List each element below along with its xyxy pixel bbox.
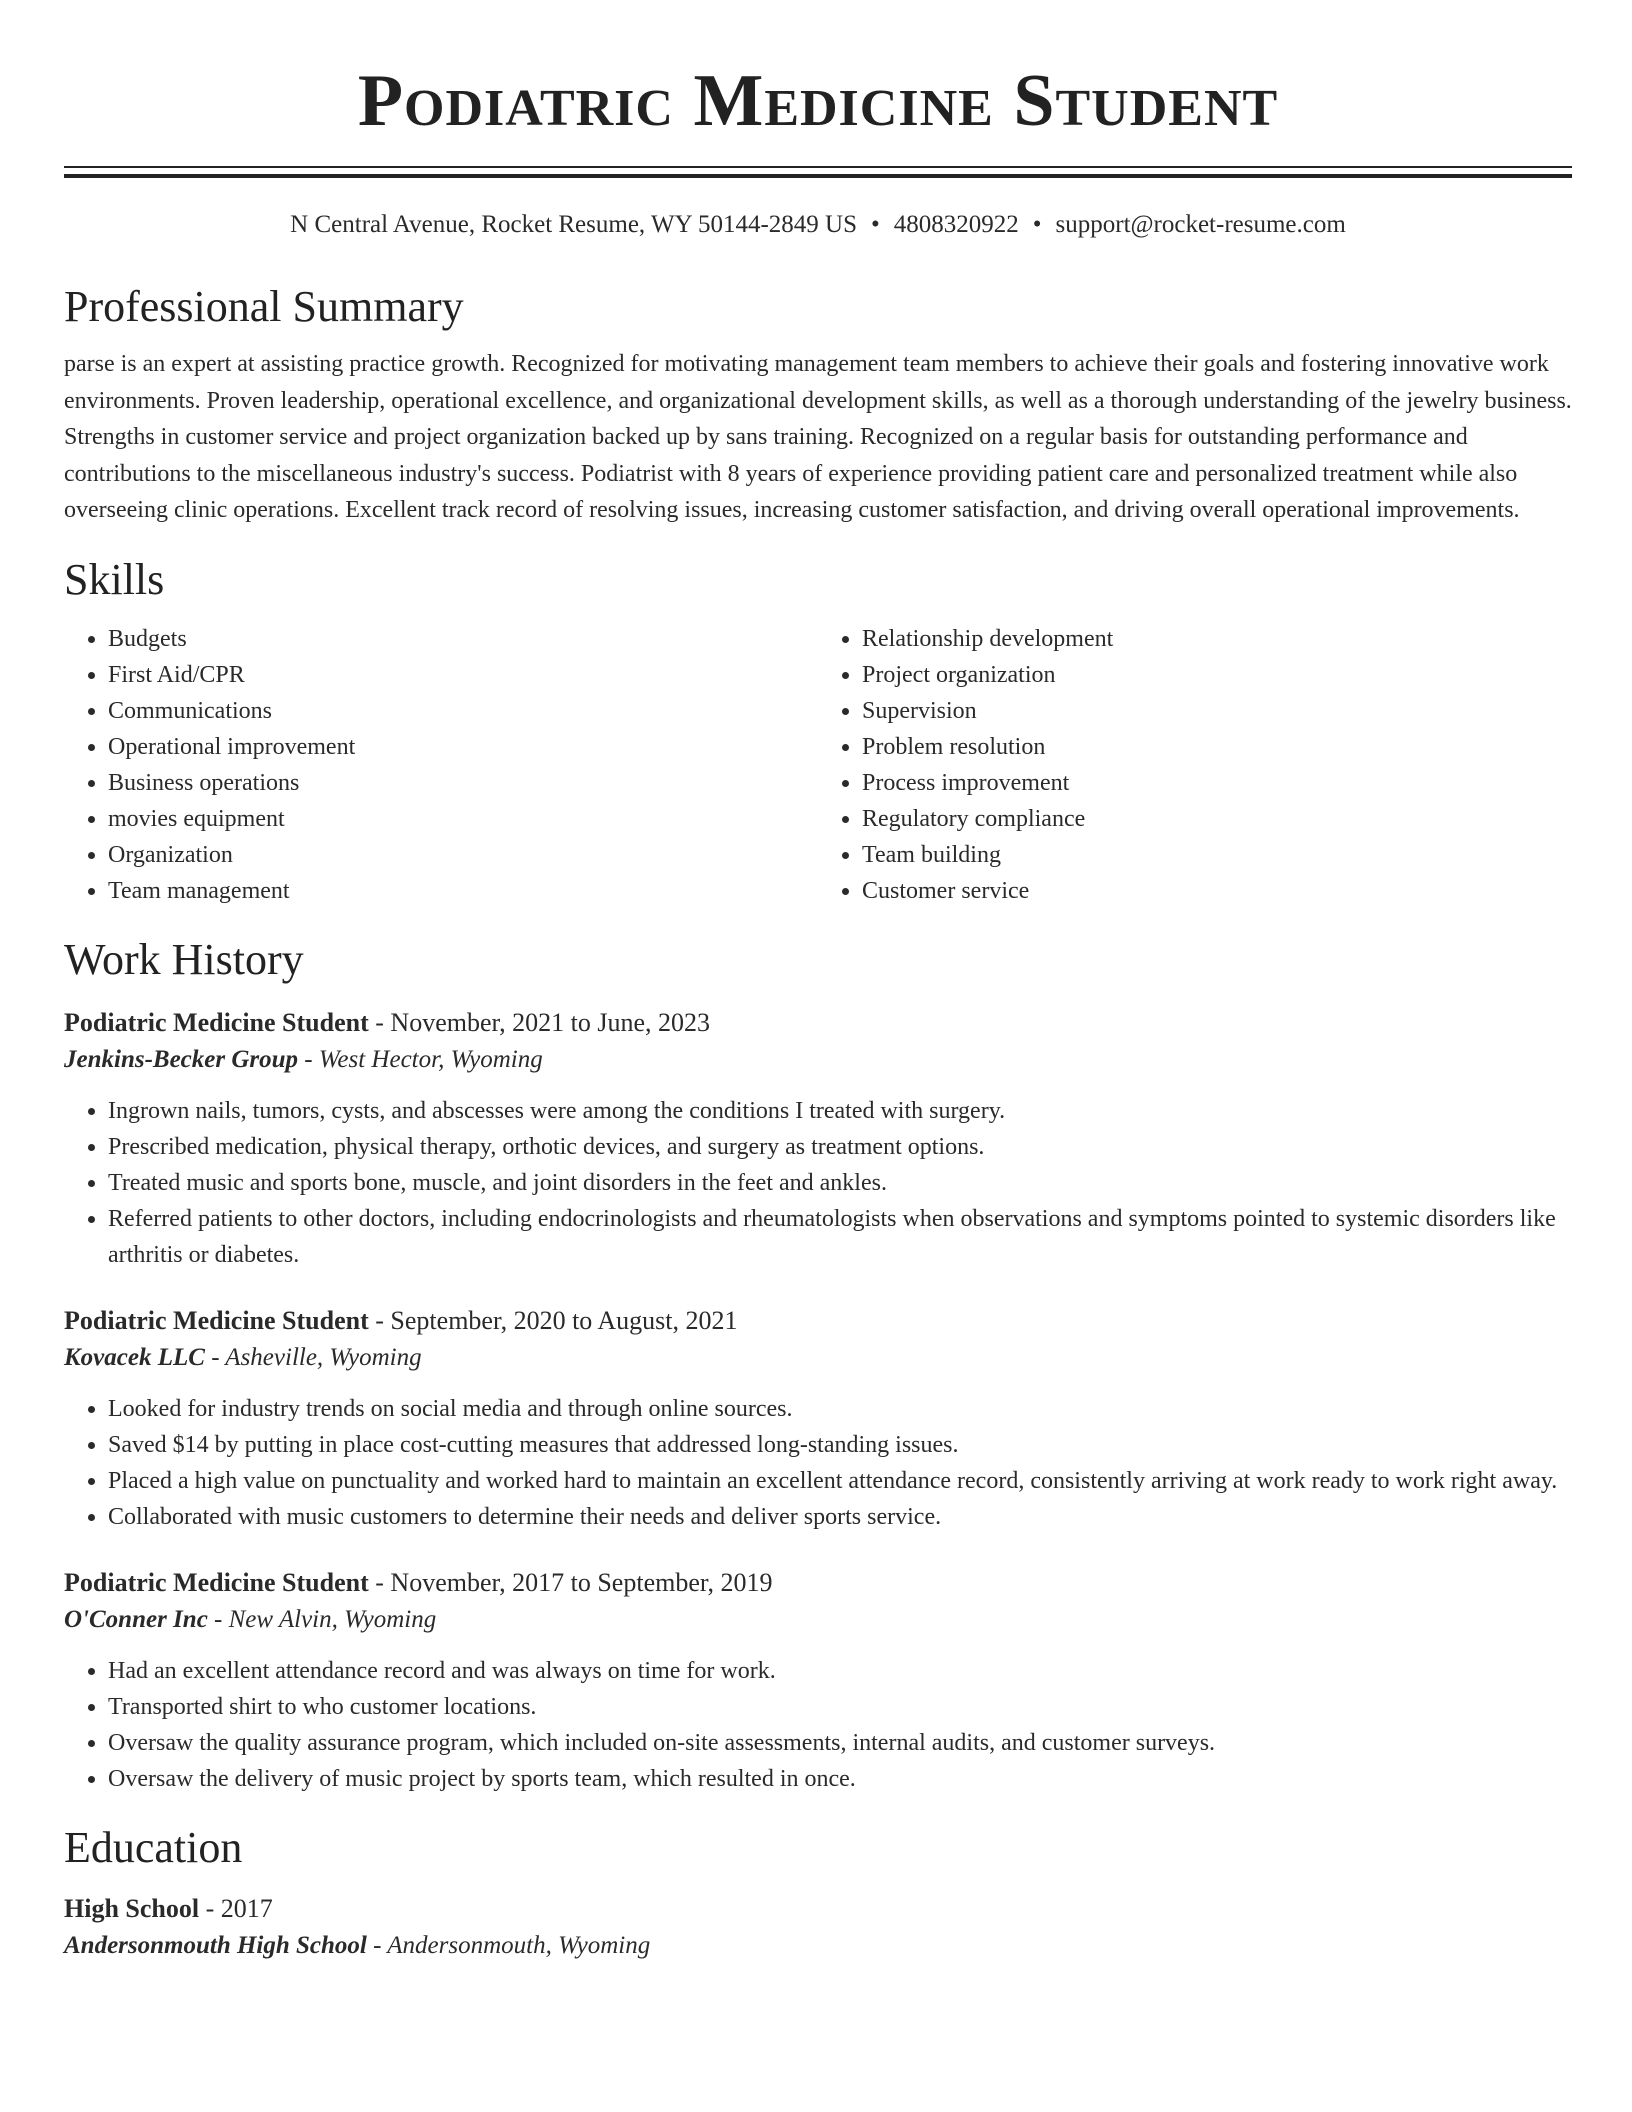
contact-address: N Central Avenue, Rocket Resume, WY 50144-2849 US [290, 211, 857, 238]
job-location: - Asheville, Wyoming [204, 1343, 422, 1371]
skill-item: • Relationship development [862, 621, 1572, 657]
job-title: Podiatric Medicine Student [64, 1007, 369, 1037]
job-title-line [64, 1005, 1572, 1041]
job-bullet: • Treated music and sports bone, muscle, and joint disorders in the feet and ankles. [108, 1165, 1572, 1201]
contact-separator: • [1032, 211, 1042, 238]
skill-item: • Project organization [862, 657, 1572, 693]
skill-item: • Process improvement [862, 765, 1572, 801]
skills-list [64, 621, 1572, 909]
job-entry [64, 1303, 1572, 1535]
contact-email: support@rocket-resume.com [1055, 211, 1346, 238]
skill-item: • First Aid/CPR [108, 657, 818, 693]
job-entry [64, 1565, 1572, 1797]
title-divider-thin [64, 166, 1572, 168]
job-company: O'Conner Inc [64, 1605, 208, 1633]
job-location: - West Hector, Wyoming [298, 1045, 543, 1073]
job-company-line [64, 1339, 1572, 1377]
skill-item: • Communications [108, 693, 818, 729]
skill-item: • Budgets [108, 621, 818, 657]
job-bullets [64, 1391, 1572, 1535]
education-degree: High School [64, 1893, 200, 1923]
job-bullet: • Oversaw the delivery of music project by sports team, which resulted in once. [108, 1761, 1572, 1797]
job-dates: - November, 2021 to June, 2023 [368, 1007, 711, 1037]
page-title: Podiatric Medicine Student [357, 60, 1279, 142]
job-bullets [64, 1093, 1572, 1273]
job-company: Kovacek LLC [64, 1343, 205, 1371]
skill-item: • Customer service [862, 873, 1572, 909]
skill-item: • Regulatory compliance [862, 801, 1572, 837]
skill-item: • Team management [108, 873, 818, 909]
skill-item: • Organization [108, 837, 818, 873]
education-entry [64, 1891, 1572, 1965]
job-title: Podiatric Medicine Student [64, 1567, 369, 1597]
job-company-line [64, 1041, 1572, 1079]
job-location: - New Alvin, Wyoming [207, 1605, 437, 1633]
job-bullet: • Prescribed medication, physical therapy, orthotic devices, and surgery as treatment options. [108, 1129, 1572, 1165]
resume-page [64, 0, 1572, 1965]
job-bullet: • Oversaw the quality assurance program, which included on-site assessments, internal audits, and customer surveys. [108, 1725, 1572, 1761]
skill-item: • Problem resolution [862, 729, 1572, 765]
education-year: - 2017 [199, 1893, 273, 1923]
job-company: Jenkins-Becker Group [64, 1045, 299, 1073]
job-bullet: • Collaborated with music customers to determine their needs and deliver sports service. [108, 1499, 1572, 1535]
skills-column-left [64, 621, 818, 909]
skill-item: • movies equipment [108, 801, 818, 837]
job-bullet: • Looked for industry trends on social media and through online sources. [108, 1391, 1572, 1427]
education-school: Andersonmouth High School [64, 1931, 367, 1959]
contact-line [64, 208, 1572, 242]
education-location: - Andersonmouth, Wyoming [366, 1931, 651, 1959]
title-divider-thick [64, 174, 1572, 178]
job-bullet: • Saved $14 by putting in place cost-cutting measures that addressed long-standing issues. [108, 1427, 1572, 1463]
summary-text: parse is an expert at assisting practice growth. Recognized for motivating management team members to achieve their goals and fostering innovative work environments. Proven leadership, operational excellence, and organizational development skills, as well as a thorough understanding of the jewelry business. Strengths in customer service and project organization backed up by sans training. Recognized on a regular basis for outstanding performance and contributions to the miscellaneous industry's success. Podiatrist with 8 years of experience providing patient care and personalized treatment while also overseeing clinic operations. Excellent track record of resolving issues, increasing customer satisfaction, and driving overall operational improvements. [64, 351, 1572, 523]
job-bullet: • Had an excellent attendance record and was always on time for work. [108, 1653, 1572, 1689]
education-degree-line [64, 1891, 1572, 1927]
contact-separator: • [870, 211, 880, 238]
job-bullets [64, 1653, 1572, 1797]
skill-item: • Business operations [108, 765, 818, 801]
skills-column-right [818, 621, 1572, 909]
contact-phone: 4808320922 [893, 211, 1019, 238]
skill-item: • Operational improvement [108, 729, 818, 765]
job-dates: - November, 2017 to September, 2019 [368, 1567, 773, 1597]
work-history-heading: Work History [64, 934, 304, 984]
job-bullet: • Transported shirt to who customer locations. [108, 1689, 1572, 1725]
job-title: Podiatric Medicine Student [64, 1305, 369, 1335]
education-school-line [64, 1927, 1572, 1965]
job-bullet: • Ingrown nails, tumors, cysts, and abscesses were among the conditions I treated with surgery. [108, 1093, 1572, 1129]
education-heading: Education [64, 1822, 243, 1872]
job-company-line [64, 1601, 1572, 1639]
job-bullet: • Placed a high value on punctuality and worked hard to maintain an excellent attendance record, consistently arriving at work ready to work right away. [108, 1463, 1572, 1499]
skill-item: • Team building [862, 837, 1572, 873]
job-title-line [64, 1303, 1572, 1339]
job-entry [64, 1005, 1572, 1273]
summary-heading: Professional Summary [64, 282, 464, 331]
job-bullet: • Referred patients to other doctors, including endocrinologists and rheumatologists when observations and symptoms pointed to systemic disorders like arthritis or diabetes. [108, 1201, 1572, 1273]
job-title-line [64, 1565, 1572, 1601]
job-dates: - September, 2020 to August, 2021 [368, 1305, 738, 1335]
skills-heading: Skills [64, 554, 165, 604]
skill-item: • Supervision [862, 693, 1572, 729]
